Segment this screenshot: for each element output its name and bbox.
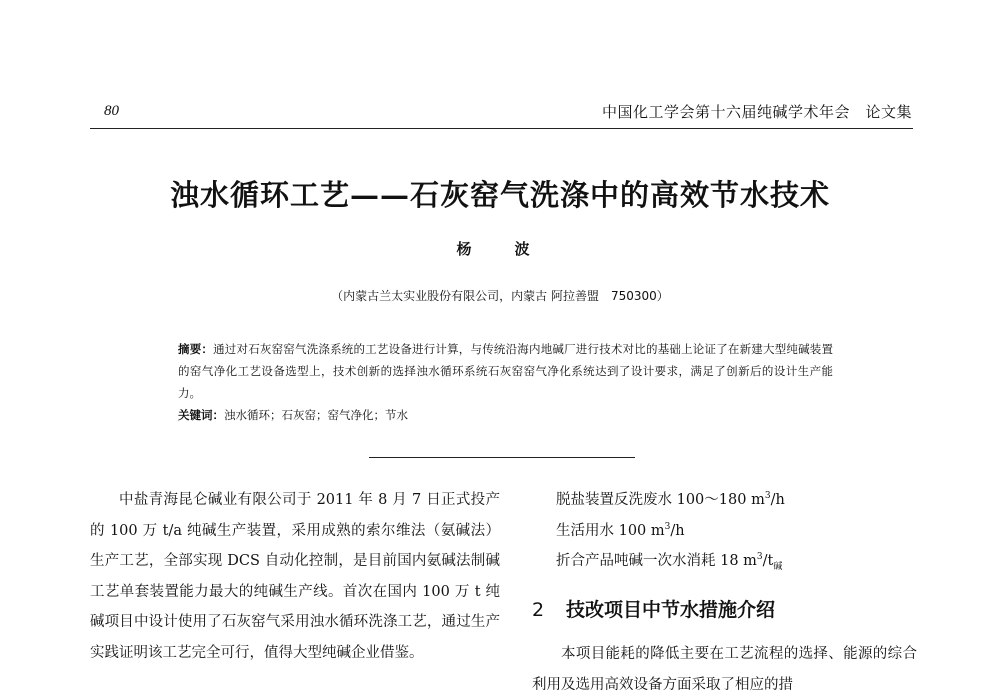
section-title: 技改项目中节水措施介绍 [566, 598, 776, 621]
journal-title: 中国化工学会第十六届纯碱学术年会 论文集 [601, 103, 912, 121]
keywords [178, 404, 833, 426]
keywords-label: 关键词： [178, 408, 224, 422]
intro-paragraph: 中盐青海昆仑碱业有限公司于 2011 年 8 月 7 日正式投产的 100 万 t/a 纯碱生产装置，采用成熟的索尔维法（氨碱法）生产工艺，全部实现 DCS 自动化控制，是目前国内氨碱法制碱工艺单套装置能力最大的纯碱生产线。首次在国内 100 万 t 纯碱项目中设计使用了石灰窑气采用浊水循环洗涤工艺，通过生产实践证明该工艺完全可行，值得大型纯碱企业借鉴。 [90, 492, 500, 661]
keywords-body: 浊水循环；石灰窑；窑气净化；节水 [224, 408, 408, 422]
abstract-label: 摘要： [178, 342, 214, 356]
author-affiliation: （内蒙古兰太实业股份有限公司，内蒙古 阿拉善盟 750300） [331, 289, 669, 303]
section-paragraph: 本项目能耗的降低主要在工艺流程的选择、能源的综合利用及选用高效设备方面采取了相应的措 [532, 646, 917, 693]
section-number: 2 [532, 598, 545, 621]
paper-title: 浊水循环工艺——石灰窑气洗涤中的高效节水技术 [169, 178, 830, 212]
water-item: 折合产品吨碱一次水消耗 18 $m^3/t_碱$ [556, 552, 783, 572]
author-name: 杨 波 [456, 240, 544, 258]
water-item: 脱盐装置反洗废水 100～180 $m^3/h$ [556, 491, 785, 508]
water-item: 生活用水 100 $m^3/h$ [556, 521, 685, 539]
abstract-text [178, 338, 833, 404]
left-column [90, 485, 500, 668]
abstract-body: 通过对石灰窑窑气洗涤系统的工艺设备进行计算，与传统沿海内地碱厂进行技术对比的基础上论证了在新建大型纯碱装置的窑气净化工艺设备选型上，技术创新的选择浊水循环系统石灰窑窑气净化系统达到了设计要求，满足了创新后的设计生产能力。 [178, 342, 834, 400]
abstract-divider [369, 457, 635, 458]
right-column [532, 485, 917, 700]
abstract-block [178, 338, 833, 426]
section-heading [532, 595, 917, 626]
header-divider [90, 128, 913, 129]
page-number: 80 [104, 103, 119, 119]
